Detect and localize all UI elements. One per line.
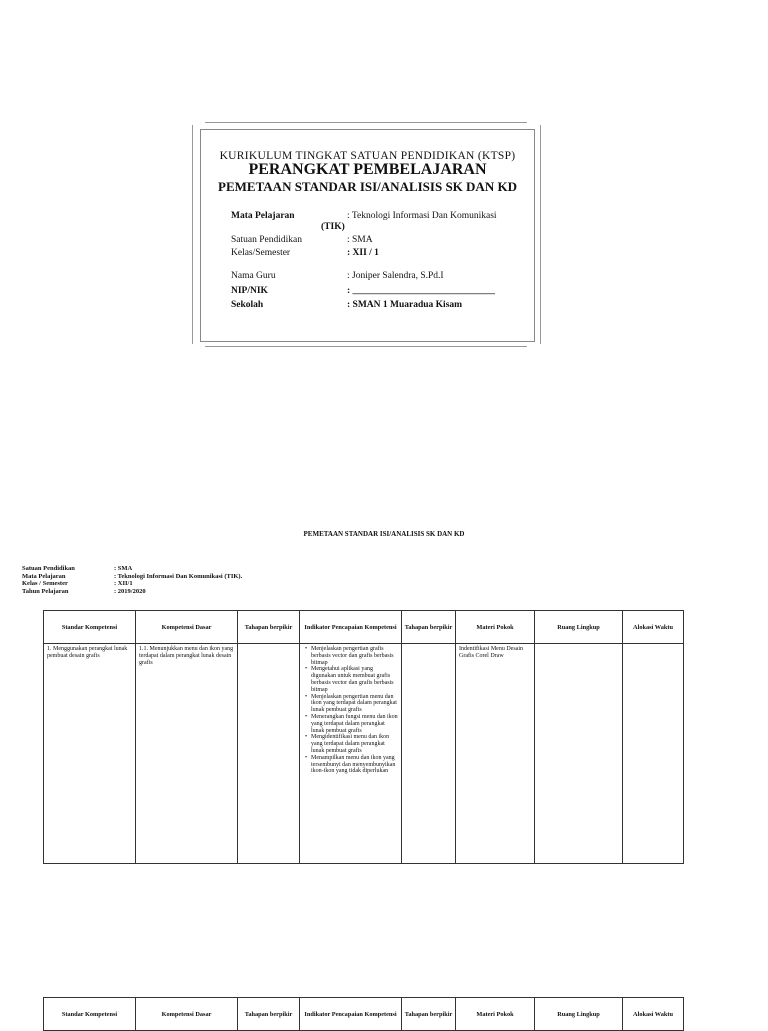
meta-label: Satuan Pendidikan [22, 565, 75, 572]
field-label: Kelas/Semester [231, 248, 291, 258]
header-alokasi-waktu: Alokasi Waktu [623, 611, 684, 644]
field-value: : SMAN 1 Muaradua Kisam [347, 300, 463, 310]
cell-kompetensi-dasar: 1.1. Menunjukkan menu dan ikon yang terdapat dalam perangkat lunak desain grafis [136, 644, 238, 864]
header-indikator: Indikator Pencapaian Kompetensi [300, 998, 402, 1031]
frame-top-line [205, 122, 527, 123]
frame-right-line [540, 125, 541, 344]
field-value: : SMA [347, 235, 373, 245]
header-materi-pokok: Materi Pokok [456, 611, 535, 644]
meta-value: : 2019/2020 [114, 587, 146, 595]
mapping-table [43, 610, 684, 864]
field-education-unit [231, 235, 521, 246]
meta-value: : SMA [114, 565, 133, 572]
list-item: • Mengetahui aplikasi yang digunakan untuk membuat grafis berbasis vector dan grafis berbasis bitmap [311, 666, 398, 693]
meta-value: : XII/1 [114, 580, 133, 587]
document-subtitle: PEMETAAN STANDAR ISI/ANALISIS SK DAN KD [218, 179, 517, 194]
meta-label: Mata Pelajaran [22, 572, 66, 580]
header-tahapan-berpikir-2: Tahapan berpikir [402, 611, 456, 644]
table-header-row [44, 998, 684, 1031]
field-value: : ______________________________ [347, 286, 496, 296]
meta-value: : Teknologi Informasi Dan Komunikasi (TIK). [114, 572, 243, 580]
list-item: • Menjelaskan pengertian menu dan ikon yang terdapat dalam perangkat lunak pembuat grafis [311, 694, 398, 714]
field-subject [231, 211, 521, 233]
cell-alokasi-waktu [623, 644, 684, 864]
document-title: PERANGKAT PEMBELAJARAN [248, 161, 487, 178]
table-header-row [44, 611, 684, 644]
cell-indikator [300, 644, 402, 864]
header-alokasi-waktu: Alokasi Waktu [623, 998, 684, 1031]
field-label: Nama Guru [231, 271, 276, 281]
header-ruang-lingkup: Ruang Lingkup [535, 611, 623, 644]
mapping-title: PEMETAAN STANDAR ISI/ANALISIS SK DAN KD [303, 530, 465, 538]
header-tahapan-berpikir: Tahapan berpikir [238, 611, 300, 644]
table-row [44, 644, 684, 864]
curriculum-title: KURIKULUM TINGKAT SATUAN PENDIDIKAN (KTSP) [219, 150, 516, 162]
field-class-semester [231, 248, 521, 259]
frame-bottom-line [205, 346, 527, 347]
cover-box [200, 129, 535, 342]
field-label: Mata Pelajaran [231, 211, 295, 221]
meta-label: Tahun Pelajaran [22, 587, 69, 595]
cell-tahapan-berpikir-2 [402, 644, 456, 864]
field-nip [231, 286, 521, 297]
field-school [231, 300, 521, 311]
cell-standar-kompetensi: 1. Menggunakan perangkat lunak pembuat desain grafis [44, 644, 136, 864]
field-label: NIP/NIK [231, 286, 268, 296]
header-materi-pokok: Materi Pokok [456, 998, 535, 1031]
cell-tahapan-berpikir [238, 644, 300, 864]
field-value-continuation: (TIK) [321, 222, 345, 232]
header-tahapan-berpikir-2: Tahapan berpikir [402, 998, 456, 1031]
header-kompetensi-dasar: Kompetensi Dasar [136, 998, 238, 1031]
header-ruang-lingkup: Ruang Lingkup [535, 998, 623, 1031]
list-item: • Menerangkan fungsi menu dan ikon yang terdapat dalam perangkat lunak pembuat grafis [311, 714, 398, 734]
field-value: : Teknologi Informasi Dan Komunikasi [347, 211, 497, 221]
header-indikator: Indikator Pencapaian Kompetensi [300, 611, 402, 644]
cell-ruang-lingkup [535, 644, 623, 864]
field-teacher-name [231, 271, 521, 282]
frame-left-line [192, 125, 193, 344]
header-standar-kompetensi: Standar Kompetensi [44, 611, 136, 644]
field-value: : Joniper Salendra, S.Pd.I [347, 271, 444, 281]
header-tahapan-berpikir: Tahapan berpikir [238, 998, 300, 1031]
field-label: Satuan Pendidikan [231, 235, 302, 245]
header-kompetensi-dasar: Kompetensi Dasar [136, 611, 238, 644]
cell-materi-pokok: Indentifikasi Menu Desain Grafis Corel Draw [456, 644, 535, 864]
field-value: : XII / 1 [347, 248, 379, 258]
list-item: • Menjelaskan pengertian grafis berbasis vector dan grafis berbasis bitmap [311, 646, 398, 666]
mapping-table-continued [43, 997, 684, 1031]
list-item: • Menampilkan menu dan ikon yang tersembunyi dan menyembunyikan ikon-ikon yang tidak diperlukan [311, 755, 398, 775]
meta-label: Kelas / Semester [22, 580, 68, 587]
field-label: Sekolah [231, 300, 264, 310]
indicator-list [303, 646, 398, 775]
list-item: • Mengidentifikasi menu dan ikon yang terdapat dalam perangkat lunak pembuat grafis [311, 734, 398, 754]
header-standar-kompetensi: Standar Kompetensi [44, 998, 136, 1031]
